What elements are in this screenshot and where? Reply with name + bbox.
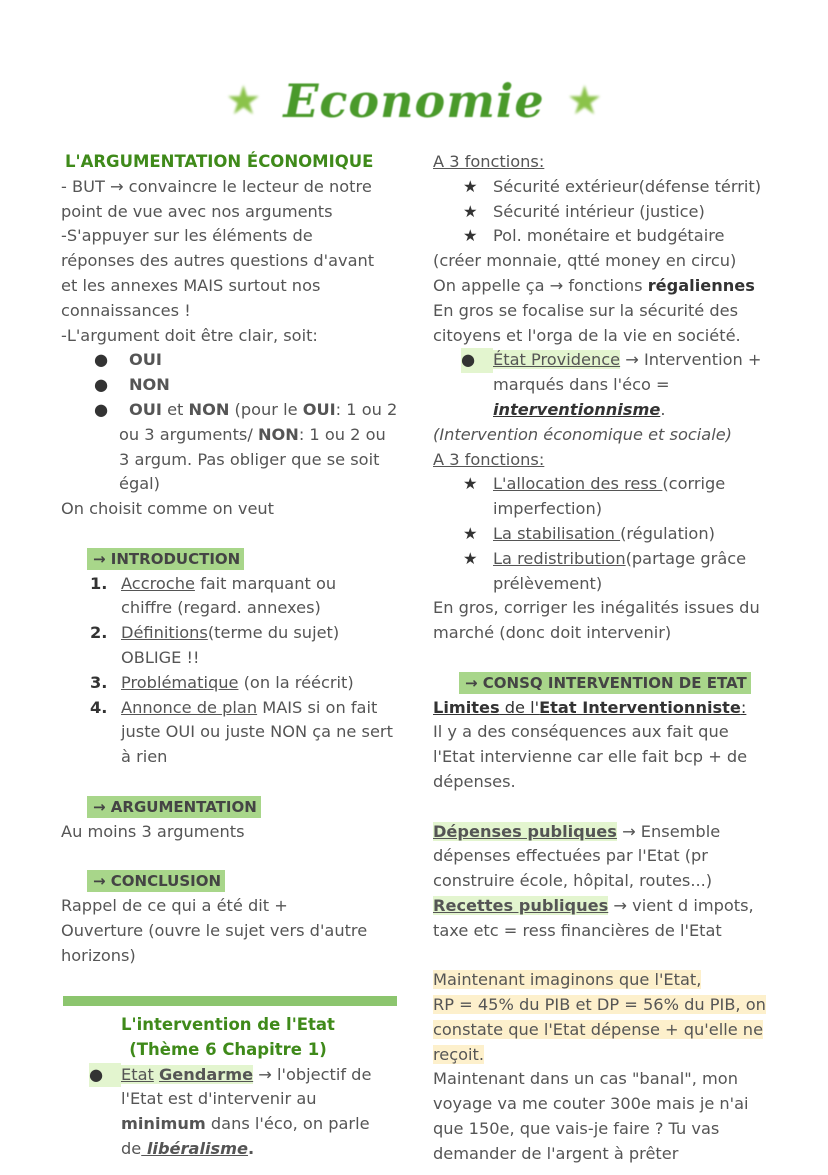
highlighted-text: Maintenant imaginons que l'Etat, — [433, 970, 702, 990]
text-line: A 3 fonctions: — [433, 152, 545, 171]
text-line: OBLIGE !! — [121, 647, 200, 667]
list-item: ● Etat Gendarme → l'objectif de — [61, 1063, 411, 1088]
list-item: ★ L'allocation des ress (corrige — [433, 472, 768, 497]
text-line: Ouverture (ouvre le sujet vers d'autre — [61, 920, 368, 940]
text-line: l'Etat est d'intervenir au — [121, 1089, 317, 1109]
list-item: ● NON — [61, 373, 411, 398]
text-line: - BUT → convaincre le lecteur de notre — [61, 176, 372, 196]
list-item: 3. Problématique (on la réécrit) — [90, 672, 354, 692]
text-line: -L'argument doit être clair, soit: — [61, 325, 318, 345]
title-text: Economie — [283, 74, 545, 128]
text-line: dépenses effectuées par l'Etat (pr — [433, 846, 708, 866]
text-line: On appelle ça → fonctions régaliennes — [433, 275, 755, 295]
text-line: 3 argum. Pas obliger que se soit — [119, 449, 380, 469]
text-line: interventionnisme. — [493, 399, 666, 419]
heading-argumentation-economique: L'ARGUMENTATION ÉCONOMIQUE — [65, 152, 374, 171]
star-bullet-icon: ★ — [463, 474, 478, 494]
list-item: ★ Sécurité intérieur (justice) — [433, 200, 768, 225]
bullet-icon: ● — [94, 399, 109, 419]
heading-intervention-etat: L'intervention de l'Etat — [121, 1015, 335, 1034]
text-line: chiffre (regard. annexes) — [121, 598, 321, 618]
section-introduction — [61, 547, 411, 572]
section-label: → CONSQ INTERVENTION DE ETAT — [459, 672, 751, 694]
text-line: point de vue avec nos arguments — [61, 201, 333, 221]
text-line: égal) — [119, 474, 160, 494]
text-line: réponses des autres questions d'avant — [61, 251, 375, 271]
text-line: En gros, corriger les inégalités issues du — [433, 598, 760, 618]
star-bullet-icon: ★ — [463, 201, 478, 221]
bullet-icon: ● — [461, 348, 493, 373]
text-line: Rappel de ce qui a été dit + — [61, 895, 288, 915]
text-line: prélèvement) — [493, 573, 603, 593]
text-line: l'Etat intervienne car elle fait bcp + de — [433, 747, 748, 767]
bullet-icon: ● — [94, 375, 109, 395]
section-label: → INTRODUCTION — [87, 548, 244, 570]
list-item: ● OUI et NON (pour le OUI: 1 ou 2 — [61, 398, 411, 423]
text-line: A 3 fonctions: — [433, 449, 545, 469]
list-item: ● État Providence → Intervention + — [433, 348, 768, 373]
text-line: juste OUI ou juste NON ça ne sert — [121, 722, 393, 742]
left-column-bottom — [61, 1013, 411, 1162]
text-line: Au moins 3 arguments — [61, 821, 245, 841]
list-item: ★ Pol. monétaire et budgétaire — [433, 224, 768, 249]
star-bullet-icon: ★ — [463, 226, 478, 246]
text-line: Il y a des conséquences aux fait que — [433, 722, 729, 742]
text-line: En gros se focalise sur la sécurité des — [433, 300, 739, 320]
text-line: citoyens et l'orga de la vie en société. — [433, 325, 741, 345]
text-line: marqués dans l'éco = — [493, 375, 670, 395]
text-line: On choisit comme on veut — [61, 499, 275, 519]
text-line: marché (donc doit intervenir) — [433, 623, 672, 643]
star-icon: ★ — [225, 78, 262, 124]
highlighted-text: constate que l'Etat dépense + qu'elle ne — [433, 1019, 764, 1039]
section-divider — [63, 996, 397, 1006]
text-line: dépenses. — [433, 771, 516, 791]
text-line: Limites de l'Etat Interventionniste: — [433, 697, 747, 717]
text-line: Recettes publiques → vient d impots, — [433, 895, 754, 915]
list-item: 4. Annonce de plan MAIS si on fait — [90, 697, 378, 717]
list-item: 1. Accroche fait marquant ou — [90, 573, 337, 593]
text-line: demander de l'argent à prêter — [433, 1143, 679, 1163]
list-item: ★ La stabilisation (régulation) — [433, 522, 768, 547]
text-line: de libéralisme. — [121, 1138, 255, 1158]
star-bullet-icon: ★ — [463, 523, 478, 543]
text-line: -S'appuyer sur les éléments de — [61, 226, 313, 246]
left-column — [61, 150, 411, 968]
bullet-icon: ● — [89, 1063, 121, 1088]
highlighted-text: RP = 45% du PIB et DP = 56% du PIB, on — [433, 995, 766, 1015]
bullet-icon: ● — [94, 350, 109, 370]
heading-theme: (Thème 6 Chapitre 1) — [129, 1039, 327, 1059]
list-item: ★ La redistribution(partage grâce — [433, 547, 768, 572]
text-line: et les annexes MAIS surtout nos — [61, 275, 321, 295]
text-line: imperfection) — [493, 499, 603, 519]
highlighted-text: reçoit. — [433, 1044, 485, 1064]
section-argumentation — [61, 795, 411, 820]
text-line: (créer monnaie, qtté money en circu) — [433, 251, 737, 271]
text-line: taxe etc = ress financières de l'Etat — [433, 920, 722, 940]
text-line: voyage va me couter 300e mais je n'ai — [433, 1094, 749, 1114]
page-title — [0, 66, 828, 136]
text-line: connaissances ! — [61, 300, 191, 320]
section-label: → ARGUMENTATION — [87, 796, 261, 818]
section-consq — [433, 671, 768, 696]
text-line: Dépenses publiques → Ensemble — [433, 821, 721, 841]
list-item: ★ Sécurité extérieur(défense térrit) — [433, 175, 768, 200]
right-column — [433, 150, 768, 1167]
section-conclusion — [61, 869, 411, 894]
text-line: construire école, hôpital, routes...) — [433, 871, 713, 891]
list-item: ● OUI — [61, 348, 411, 373]
text-line: que 150e, que vais-je faire ? Tu vas — [433, 1119, 720, 1139]
star-icon: ★ — [566, 78, 603, 124]
text-line: Maintenant dans un cas "banal", mon — [433, 1069, 738, 1089]
text-line: (Intervention économique et sociale) — [433, 424, 732, 444]
section-label: → CONCLUSION — [87, 870, 225, 892]
star-bullet-icon: ★ — [463, 176, 478, 196]
star-bullet-icon: ★ — [463, 548, 478, 568]
list-item: 2. Définitions(terme du sujet) — [90, 623, 340, 643]
text-line: ou 3 arguments/ NON: 1 ou 2 ou — [119, 424, 386, 444]
text-line: minimum dans l'éco, on parle — [121, 1114, 370, 1134]
text-line: horizons) — [61, 945, 136, 965]
text-line: à rien — [121, 747, 168, 767]
